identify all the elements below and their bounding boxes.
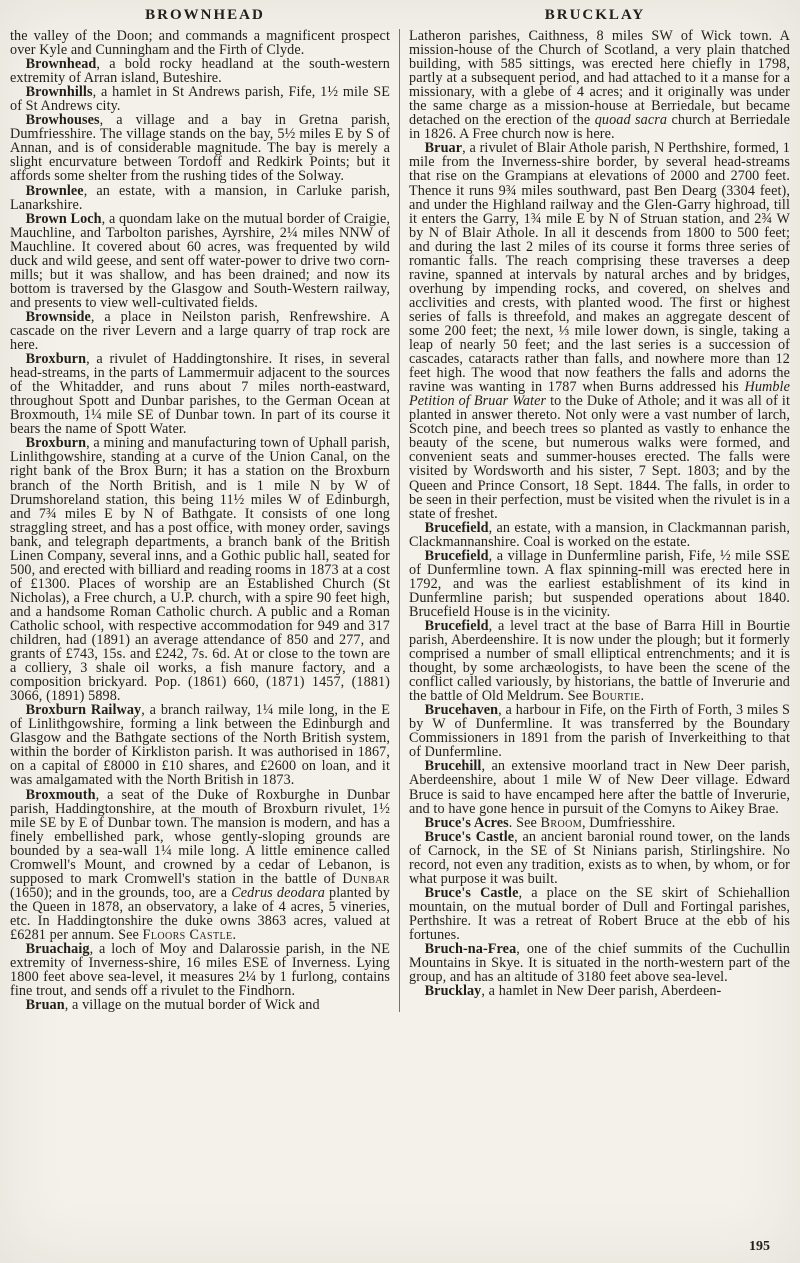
gazetteer-entry: Brownlee, an estate, with a mansion, in Carluke parish, Lanarkshire. [10,182,390,213]
entry-term: Browhouses [25,112,100,129]
gazetteer-entry: Brown Loch, a quondam lake on the mutual border of Craigie, Mauchline, and Tarbolton parishes, Ayrshire, 2¼ miles NNW of Mauchline. It covered about 60 acres, was frequented by wild duck and wild geese, and sent off water-power to drive two corn-mills; but it was shallow, and has been drained; and now its bottom is traversed by the Glasgow and South-Western railway, and presents to view well-cultivated fields. [10,210,390,311]
gazetteer-entry: Bruan, a village on the mutual border of Wick and [25,997,320,1014]
entry-term: Bruan [25,997,65,1014]
gazetteer-entry: the valley of the Doon; and commands a magnificent prospect over Kyle and Cunningham and the Firth of Clyde. [10,28,390,59]
gazetteer-entry: Latheron parishes, Caithness, 8 miles SW of Wick town. A mission-house of the Church of Scotland, a very plain thatched building, with 585 sittings, was erected here chiefly in 1798, partly at a subsequent period, and had attached to it a manse for a missionary, with a glebe of 4 acres; and it originally was under the same charge as a mission-house at Berriedale, but became detached on the erection of the quoad sacra church at Berriedale in 1826. A Free church now is here. [409,28,790,143]
cross-reference: Broom [540,814,582,831]
entry-term: Bruce's Castle [424,828,515,845]
entry-term: Bruce's Acres [424,814,509,831]
entry-term: Brucklay [424,983,482,1000]
running-head-right: BRUCKLAY [544,7,646,23]
gazetteer-entry: Brownhills, a hamlet in St Andrews parish, Fife, 1½ mile SE of St Andrews city. [10,84,390,115]
gazetteer-entry: Brucklay, a hamlet in New Deer parish, Aberdeen- [424,983,722,1000]
entry-term: Brucefield [424,617,489,634]
entry-term: Broxburn [25,435,87,452]
gazetteer-entry: Bruch-na-Frea, one of the chief summits of the Cuchullin Mountains in Skye. It is situated in the north-western part of the group, and has an altitude of 3180 feet above sea-level. [409,941,790,986]
entry-term: Brown Loch [25,210,102,227]
column-left [10,29,400,1012]
gazetteer-entry: Brownhead, a bold rocky headland at the south-western extremity of Arran island, Buteshire. [10,56,390,87]
entry-term: Brownlee [25,182,84,199]
entry-term: Brucehill [424,758,482,775]
gazetteer-entry: Bruachaig, a loch of Moy and Dalarossie parish, in the NE extremity of Inverness-shire, 16 miles ESE of Inverness. Lying 1800 feet above sea-level, it measures 2¼ by 1 furlong, contains fine trout, and sends off a rivulet to the Findhorn. [10,941,390,1000]
gazetteer-entry: Bruce's Acres. See Broom, Dumfriesshire. [424,814,676,831]
cross-reference: Bourtie [592,688,641,705]
entry-term: Brucefield [424,547,489,564]
gazetteer-entry: Broxburn, a rivulet of Haddingtonshire. It rises, in several head-streams, in the parts of Lammermuir adjacent to the sources of the Whitadder, and runs about 7 miles north-eastward, throughout Spott and Dunbar parishes, to the German Ocean at Broxmouth, 1¼ mile SE of Dunbar town. In part of its course it bears the name of Spott Water. [10,351,390,438]
entry-term: Bruch-na-Frea [424,941,517,958]
entry-term: Brucefield [424,519,489,536]
column-right [400,29,790,1012]
gazetteer-entry: Brucefield, an estate, with a mansion, in Clackmannan parish, Clackmannanshire. Coal is worked on the estate. [409,519,790,550]
italic-phrase: Cedrus deodara [231,884,325,901]
gazetteer-entry: Brownside, a place in Neilston parish, Renfrewshire. A cascade on the river Levern and a large quarry of trap rock are here. [10,308,390,354]
running-heads [10,6,790,24]
gazetteer-entry: Brucehill, an extensive moorland tract in New Deer parish, Aberdeenshire, about 1 mile W of New Deer village. Edward Bruce is said to have encamped here after the battle of Inverurie, and to have gone hence in pursuit of the Comyns to Aikey Brae. [409,758,790,817]
italic-phrase: Humble Petition of Bruar Water [409,379,790,410]
entry-term: Broxburn Railway [25,702,142,719]
gazetteer-entry: Broxburn Railway, a branch railway, 1¼ mile long, in the E of Linlithgowshire, forming a link between the Edinburgh and Glasgow and the Bathgate sections of the North British system, within the border of Kirkliston parish. It was authorised in 1867, on a capital of £8000 in £10 shares, and £2600 on loan, and it was amalgamated with the North British in 1873. [10,702,390,789]
cross-reference: Dunbar [342,870,390,887]
entry-term: Brownhills [25,84,93,101]
gazetteer-entry: Bruce's Castle, an ancient baronial round tower, on the lands of Carnock, in the SE of St Ninians parish, Stirlingshire. No record, not even any tradition, exists as to when, by whom, or for what purpose it was built. [409,828,790,887]
entry-term: Brucehaven [424,702,499,719]
text-columns [10,29,790,1012]
gazetteer-entry: Brucehaven, a harbour in Fife, on the Firth of Forth, 3 miles S by W of Dunfermline. It was transferred by the Boundary Commissioners in 1891 from the parish of Inverkeithing to that of Dunfermline. [409,702,790,761]
gazetteer-entry: Broxburn, a mining and manufacturing town of Uphall parish, Linlithgowshire, standing at a curve of the Union Canal, on the right bank of the Brox Burn; it has a station on the Broxburn branch of the North British, and is 1 mile N by W of Drumshoreland station, this being 11½ miles W of Edinburgh, and 7¾ miles E by N of Bathgate. It consists of one long straggling street, and has a post office, with money order, savings bank, and telegraph departments, a branch bank of the British Linen Company, several inns, and a Gothic public hall, seated for 500, and erected with billiard and reading rooms in 1873 at a cost of £1300. Places of worship are an Established Church (St Nicholas), a Free church, a U.P. church, with a spire 90 feet high, and a handsome Roman Catholic church. A public and a Roman Catholic school, with respective accommodation for 949 and 317 children, had (1891) an average attendance of 850 and 277, and grants of £743, 15s. and £242, 7s. 6d. At or close to the town are a colliery, 3 shale oil works, a fish manure factory, and a composition brickyard. Pop. (1861) 660, (1871) 1457, (1881) 3066, (1891) 5898. [10,435,390,705]
entry-term: Broxburn [25,351,87,368]
gazetteer-entry: Bruar, a rivulet of Blair Athole parish, N Perthshire, formed, 1 mile from the Inverness-shire border, by several head-streams that rise on the Grampians at elevations of 2000 and 2700 feet. Thence it runs 9¾ miles southward, past Ben Dearg (3304 feet), and under the Highland railway and the Glen-Garry highroad, till it enters the Garry, 1¾ mile E by N of Struan station, and 2¾ W by N of Blair Athole. In all it descends from 1800 to 500 feet; and during the last 2 miles of its course it forms three series of romantic falls. The reach comprising these traverses a deep ravine, spanned at intervals by natural arches and by bridges, overhung by impending rocks, and covered, on shelves and acclivities and crests, with planted wood. The first or highest series of falls is threefold, and makes an aggregate descent of some 200 feet; the next, ⅓ mile lower down, is single, taking a leap of nearly 50 feet; and the last series is a succession of cascades, cataracts rather than falls, and nowhere more than 12 feet high. The wood that now feathers the falls and adorns the ravine was wanting in 1787 when Burns addressed his Humble Petition of Bruar Water to the Duke of Athole; and it was all of it planted in answer thereto. Not only were a vast number of larch, Scotch pine, and beech trees so planted as vastly to enhance the beauty of the scene, but numerous walks were formed, and convenient seats and summer-houses erected. The falls were visited by Wordsworth and his sister, 7 Sept. 1803; and by the Queen and Prince Consort, 18 Sept. 1844. The falls, in order to be seen in their perfection, must be visited when the rivulet is in a state of freshet. [409,140,790,522]
entry-term: Bruachaig [25,941,90,958]
running-head-left: BROWNHEAD [145,7,265,23]
italic-phrase: quoad sacra [594,112,668,129]
entry-term: Broxmouth [25,786,96,803]
entry-term: Bruar [424,140,463,157]
gazetteer-entry: Brucefield, a level tract at the base of Barra Hill in Bourtie parish, Aberdeenshire. It is now under the plough; but it formerly comprised a number of small elliptical entrenchments; and it is thought, by some archæologists, to have been the scene of the conflict called variously, by historians, the battle of Inverurie and the battle of Old Meldrum. See Bourtie. [409,617,790,705]
page-number: 195 [749,1239,770,1254]
entry-term: Brownhead [25,56,97,73]
gazetteer-entry: Bruce's Castle, a place on the SE skirt of Schiehallion mountain, on the mutual border of Dull and Fortingal parishes, Perthshire. It was a retreat of Robert Bruce at the ebb of his fortunes. [409,884,790,943]
entry-term: Bruce's Castle [424,884,519,901]
cross-reference: Floors Castle [142,927,233,943]
gazetteer-entry: Brucefield, a village in Dunfermline parish, Fife, ½ mile SSE of Dunfermline town. A flax spinning-mill was erected here in 1792, and was the earliest establishment of its kind in Dunfermline parish; but suspended operations about 1840. Brucefield House is in the vicinity. [409,547,790,620]
gazetteer-entry: Broxmouth, a seat of the Duke of Roxburghe in Dunbar parish, Haddingtonshire, at the mouth of Broxburn rivulet, 1½ mile SE by E of Dunbar town. The mansion is modern, and has a finely embellished park, whose gently-sloping grounds are bounded by a sea-wall 1¼ mile long. A little eminence called Cromwell's Mount, and crowned by a cedar of Lebanon, is supposed to mark Cromwell's station in the battle of Dunbar (1650); and in the grounds, too, are a Cedrus deodara planted by the Queen in 1878, an observatory, a lake of 4 acres, 5 vineries, etc. In Haddingtonshire the duke owns 3863 acres, valued at £6281 per annum. See Floors Castle. [10,786,391,943]
entry-term: Brownside [25,308,91,325]
gazetteer-entry: Browhouses, a village and a bay in Gretna parish, Dumfriesshire. The village stands on the bay, 5½ miles E by S of Annan, and is of considerable magnitude. The bay is merely a slight encurvature between Tordoff and Redkirk Points; but it affords some shelter from the rushing tides of the Solway. [10,112,390,185]
